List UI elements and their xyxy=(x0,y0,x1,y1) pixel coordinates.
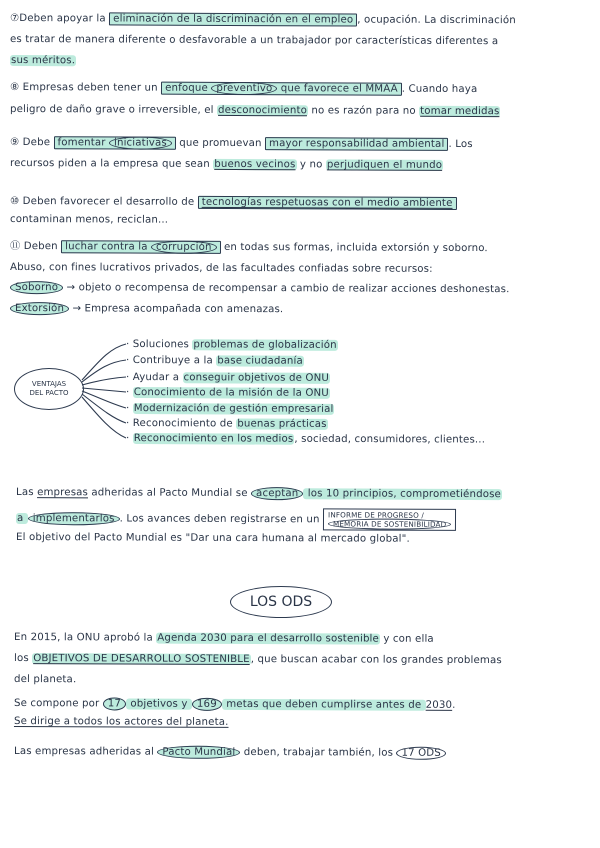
soborno-definition: → objeto o recompensa de recompensar a cambio de realizar acciones deshonestas. xyxy=(63,282,510,296)
pacto-mundial-circled: Pacto Mundial xyxy=(157,746,240,759)
ventaja-item: · Reconocimiento en los medios, sociedad, consumidores, clientes... xyxy=(125,433,486,446)
p8-circled-word: preventivo xyxy=(211,82,277,95)
ventaja-item: · Soluciones problemas de globalización xyxy=(125,339,337,351)
p8-text: ⑧ Empresas deben tener un xyxy=(9,82,162,94)
ods-line-1 xyxy=(14,631,434,646)
p7-text-end: , ocupación. La discriminación xyxy=(357,14,516,27)
p9-highlight-2: perjudiquen el mundo xyxy=(326,159,443,171)
ods-text-6: Las empresas adheridas al xyxy=(13,746,158,758)
p7-line-2: es tratar de manera diferente o desfavorable a un trabajador por características diferentes a xyxy=(9,34,499,48)
ods-actores-underlined: Se dirige a todos los actores del planeta. xyxy=(13,716,229,728)
ods-text-2: los xyxy=(13,653,33,665)
p11-text-end: en todas sus formas, incluida extorsión y soborno. xyxy=(220,241,488,255)
p8-box-text-2: que favorece el MMAA xyxy=(277,83,398,95)
informe-progreso-label: INFORME DE PROGRESO / xyxy=(328,510,424,520)
p7-highlight: sus méritos. xyxy=(10,55,76,67)
p8-text-2: peligro de daño grave o irreversible, el xyxy=(9,104,218,116)
p10-line-2: contaminan menos, reciclan... xyxy=(9,214,169,226)
agenda-2030-highlight: Agenda 2030 para el desarrollo sostenible xyxy=(157,632,380,645)
ods-period: . xyxy=(452,699,456,711)
ods-line-6 xyxy=(14,745,446,760)
ventaja-text: Contribuye a la xyxy=(132,355,217,367)
p9-boxed-phrase-2: mayor responsabilidad ambiental xyxy=(265,137,448,151)
p9-text-end: . Los xyxy=(448,138,473,151)
p9-highlight: buenos vecinos xyxy=(214,158,296,171)
ventaja-highlight: base ciudadanía xyxy=(217,355,303,367)
ods-line-4 xyxy=(14,697,456,712)
p7-text: ⑦Deben apoyar la xyxy=(9,13,110,25)
adheridas-line-1 xyxy=(16,486,502,501)
p8-highlight-2: tomar medidas xyxy=(420,105,500,118)
ods-text-7: deben, trabajar también, los xyxy=(240,746,397,759)
ventaja-highlight: Conocimiento de la misión de la ONU xyxy=(133,387,329,399)
extorsion-definition: → Empresa acompañada con amenazas. xyxy=(69,303,284,316)
p8-text-end: . Cuando haya xyxy=(401,83,478,96)
ods-objetivos-highlight: OBJETIVOS DE DESARROLLO SOSTENIBLE xyxy=(33,653,250,666)
ventaja-highlight: problemas de globalización xyxy=(193,339,337,351)
p9-text-2: recursos piden a la empresa que sean xyxy=(9,158,214,170)
p8-text-3: no es razón para no xyxy=(307,105,420,117)
adheridas-highlight-2: a xyxy=(16,513,27,525)
ventaja-highlight: Reconocimiento en los medios xyxy=(133,433,294,445)
ventajas-label-2: DEL PACTO xyxy=(29,389,69,397)
ventaja-highlight: conseguir objetivos de ONU xyxy=(183,372,329,384)
p9-text: ⑨ Debe xyxy=(9,137,54,149)
objetivos-count-circled: 17 xyxy=(103,697,126,710)
p11-circled-word: corrupción xyxy=(151,241,217,254)
ventaja-item: · Contribuye a la base ciudadanía xyxy=(125,355,303,367)
metas-count-circled: 169 xyxy=(192,698,222,711)
p10-boxed-phrase: tecnologías respetuosas con el medio ambiente xyxy=(198,196,457,210)
p8-highlight: desconocimiento xyxy=(218,104,308,117)
ventaja-text: Ayudar a xyxy=(132,372,183,384)
ods-highlight-objetivos: objetivos y xyxy=(127,698,191,710)
adheridas-text-2: adheridas al Pacto Mundial se xyxy=(88,487,252,500)
ventaja-text: Soluciones xyxy=(132,339,193,351)
p9-box-text: fomentar xyxy=(57,137,110,149)
adheridas-highlight: los 10 principios, comprometiéndose xyxy=(304,488,501,501)
ods-text-4: Se compone por xyxy=(13,698,103,710)
p11-text: ⑪ Deben xyxy=(9,241,62,253)
p11-line-2: Abuso, con fines lucrativos privados, de las facultades confiadas sobre recursos: xyxy=(9,262,433,275)
adheridas-text-3: . Los avances deben registrarse en un xyxy=(119,513,320,526)
ods-text: En 2015, la ONU aprobó la xyxy=(13,632,157,644)
p8-box-text: enfoque xyxy=(165,82,212,94)
ventaja-item: · Modernización de gestión empresarial xyxy=(125,403,334,415)
17-ods-circled: 17 ODS xyxy=(396,747,445,760)
memoria-sostenibilidad-label: MEMORIA DE SOSTENIBILIDAD xyxy=(328,518,451,530)
ventajas-label-1: VENTAJAS xyxy=(31,380,67,388)
ods-highlight-metas: metas que deben cumplirse antes de xyxy=(222,698,425,711)
p9-circled-word: iniciativas xyxy=(109,136,172,149)
p9-text-mid: que promuevan xyxy=(175,137,266,150)
ventaja-item: · Conocimiento de la misión de la ONU xyxy=(125,387,329,399)
soborno-circled: Soborno xyxy=(10,281,63,294)
adheridas-line-3: El objetivo del Pacto Mundial es "Dar una cara humana al mercado global". xyxy=(15,532,410,545)
ods-line-5 xyxy=(14,715,229,729)
ods-text-3: , que buscan acabar con los grandes problemas xyxy=(250,654,502,667)
adheridas-text: Las xyxy=(15,487,38,499)
ods-text-end: y con ella xyxy=(379,633,434,645)
p9-text-3: y no xyxy=(296,159,326,171)
ventaja-item: · Ayudar a conseguir objetivos de ONU xyxy=(125,372,329,384)
ods-line-3: del planeta. xyxy=(13,674,77,686)
p7-boxed-phrase: eliminación de la discriminación en el empleo xyxy=(109,12,357,26)
ods-line-2 xyxy=(14,652,502,667)
p11-box-text: luchar contra la xyxy=(65,241,152,253)
adheridas-line-2 xyxy=(16,507,456,531)
implementarlos-circled: implementarlos xyxy=(28,512,120,525)
adheridas-underlined: empresas xyxy=(37,487,89,499)
ventaja-highlight: buenas prácticas xyxy=(237,418,327,430)
informe-box xyxy=(323,508,456,531)
year-2030-underlined: 2030 xyxy=(425,699,453,711)
ods-title: LOS ODS xyxy=(230,586,332,618)
ventaja-item: · Reconocimiento de buenas prácticas xyxy=(125,418,327,430)
ventaja-text: Reconocimiento de xyxy=(132,418,237,430)
extorsion-circled: Extorsión xyxy=(10,302,69,315)
ventaja-highlight: Modernización de gestión empresarial xyxy=(133,403,334,415)
ventaja-text-end: , sociedad, consumidores, clientes... xyxy=(294,433,486,446)
p10-text: ⑩ Deben favorecer el desarrollo de xyxy=(9,196,198,208)
adheridas-circled-word: aceptan xyxy=(251,487,303,500)
